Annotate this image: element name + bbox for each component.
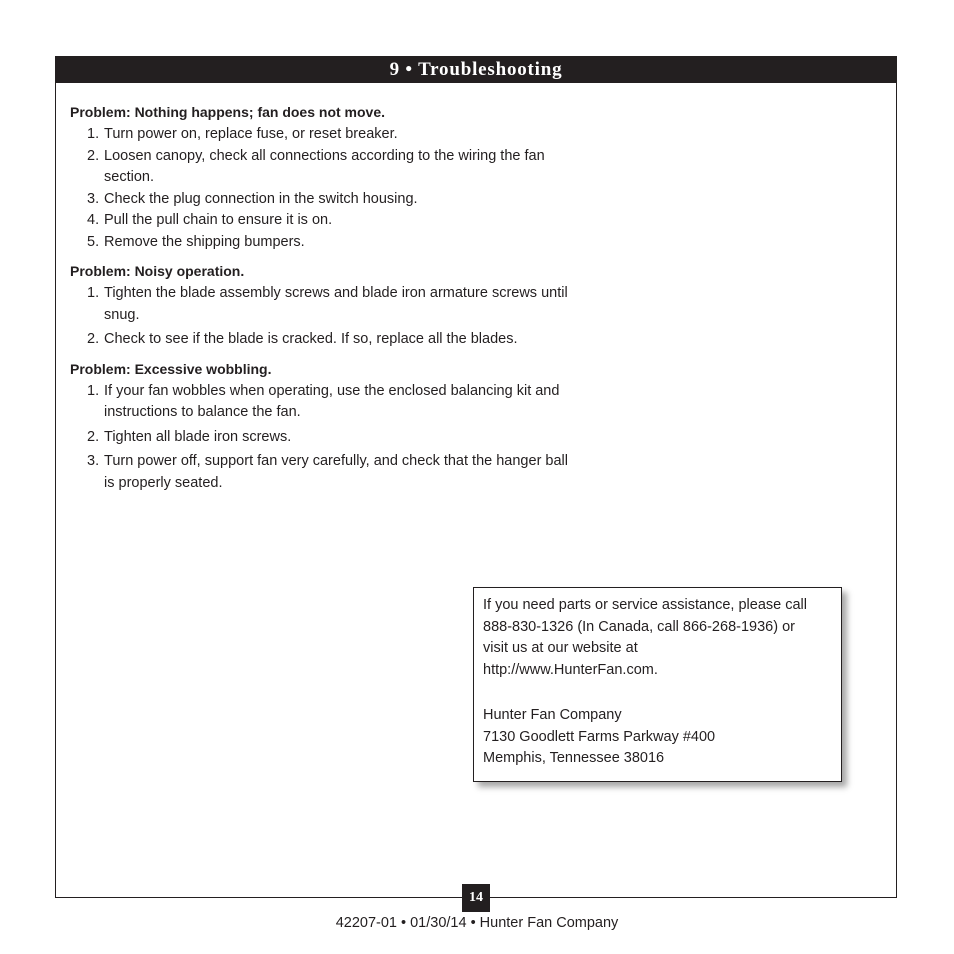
step-number: 2. <box>87 331 100 347</box>
address-line: Memphis, Tennessee 38016 <box>483 750 665 766</box>
step-list <box>70 381 570 495</box>
problem-section <box>70 104 570 253</box>
step-text: If your fan wobbles when operating, use the enclosed balancing kit and instructions to balance the fan. <box>104 382 560 420</box>
step-number: 1. <box>87 285 100 301</box>
step-number: 2. <box>87 428 100 445</box>
step-text: Loosen canopy, check all connections according to the wiring the fan section. <box>104 147 545 185</box>
list-item <box>70 329 570 351</box>
step-text: Remove the shipping bumpers. <box>104 233 305 250</box>
troubleshooting-content <box>70 104 570 504</box>
list-item <box>70 232 570 254</box>
page-footer: 42207-01 • 01/30/14 • Hunter Fan Company <box>335 915 619 931</box>
list-item <box>70 124 570 146</box>
company-name: Hunter Fan Company <box>483 707 622 723</box>
contact-line: 888-830-1326 (In Canada, call 866-268-1936) or <box>483 618 795 635</box>
section-title: 9 • Troubleshooting <box>55 56 897 83</box>
step-text: Turn power off, support fan very carefully, and check that the hanger ball is properly seated. <box>104 453 568 491</box>
list-item <box>70 283 570 326</box>
website-link[interactable]: http://www.HunterFan.com. <box>483 661 658 678</box>
step-number: 2. <box>87 147 100 164</box>
problem-section <box>70 263 570 351</box>
step-list <box>70 283 570 351</box>
step-number: 4. <box>87 212 100 228</box>
problem-heading: Problem: Excessive wobbling. <box>70 360 272 377</box>
step-text: Check the plug connection in the switch housing. <box>104 190 418 207</box>
step-number: 1. <box>87 382 100 399</box>
step-text: Tighten all blade iron screws. <box>104 428 292 445</box>
problem-section <box>70 361 570 495</box>
list-item <box>70 427 570 449</box>
list-item <box>70 451 570 494</box>
step-text: Check to see if the blade is cracked. If so, replace all the blades. <box>104 331 518 347</box>
problem-heading: Problem: Noisy operation. <box>70 263 245 279</box>
spacer <box>483 681 832 705</box>
step-text: Pull the pull chain to ensure it is on. <box>104 212 333 228</box>
list-item <box>70 210 570 232</box>
contact-line: visit us at our website at <box>483 640 638 656</box>
step-text: Turn power on, replace fuse, or reset breaker. <box>104 126 398 142</box>
step-list <box>70 124 570 253</box>
page-number: 14 <box>462 884 490 912</box>
list-item <box>70 381 570 424</box>
problem-heading: Problem: Nothing happens; fan does not move. <box>70 104 386 120</box>
list-item <box>70 146 570 189</box>
service-contact-box <box>473 587 842 782</box>
step-number: 1. <box>87 126 100 142</box>
step-text: Tighten the blade assembly screws and blade iron armature screws until snug. <box>104 285 568 323</box>
address-line: 7130 Goodlett Farms Parkway #400 <box>483 728 716 745</box>
list-item <box>70 189 570 211</box>
step-number: 3. <box>87 190 100 207</box>
step-number: 3. <box>87 453 100 469</box>
contact-line: If you need parts or service assistance, please call <box>483 597 807 613</box>
step-number: 5. <box>87 233 100 250</box>
